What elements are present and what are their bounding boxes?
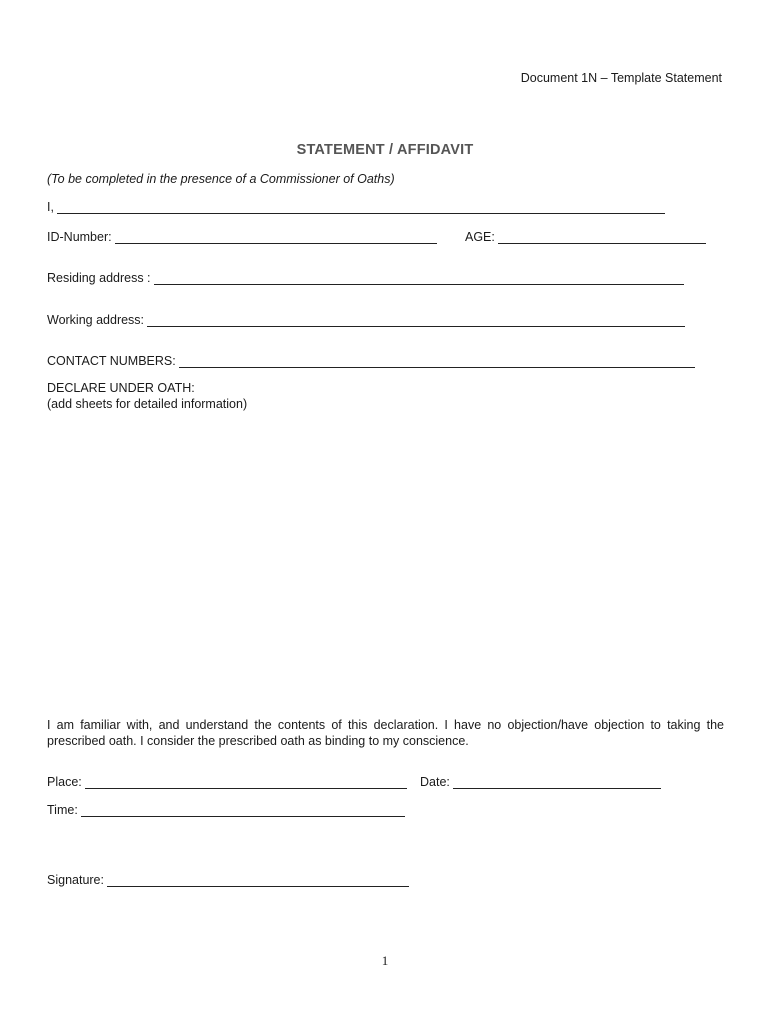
residing-address-label: Residing address : (47, 271, 151, 285)
declare-note: (add sheets for detailed information) (47, 397, 248, 411)
date-row (420, 773, 661, 789)
name-field[interactable] (57, 200, 665, 214)
declare-heading: DECLARE UNDER OATH: (47, 381, 195, 395)
contact-numbers-label: CONTACT NUMBERS: (47, 354, 176, 368)
time-label: Time: (47, 803, 78, 817)
signature-label: Signature: (47, 873, 104, 887)
place-label: Place: (47, 775, 82, 789)
working-address-row (47, 311, 685, 327)
id-row (47, 228, 437, 244)
time-field[interactable] (81, 803, 405, 817)
contact-numbers-row (47, 352, 695, 368)
working-address-field[interactable] (147, 313, 685, 327)
id-number-field[interactable] (115, 230, 437, 244)
id-number-label: ID-Number: (47, 230, 112, 244)
signature-row (47, 871, 409, 887)
name-label: I, (47, 200, 54, 214)
name-row (47, 198, 665, 214)
residing-address-row (47, 269, 684, 285)
date-label: Date: (420, 775, 450, 789)
declaration-statement: I am familiar with, and understand the contents of this declaration. I have no objection/have objection to taking the prescribed oath. I consider the prescribed oath as binding to my conscience. (47, 718, 724, 748)
age-row (465, 228, 706, 244)
age-field[interactable] (498, 230, 706, 244)
place-field[interactable] (85, 775, 407, 789)
place-row (47, 773, 407, 789)
signature-field[interactable] (107, 873, 409, 887)
time-row (47, 801, 405, 817)
page-title: STATEMENT / AFFIDAVIT (296, 142, 474, 158)
age-label: AGE: (465, 230, 495, 244)
document-reference: Document 1N – Template Statement (520, 71, 722, 85)
residing-address-field[interactable] (154, 271, 684, 285)
working-address-label: Working address: (47, 313, 145, 327)
page-number: 1 (381, 953, 389, 968)
date-field[interactable] (453, 775, 661, 789)
contact-numbers-field[interactable] (179, 354, 695, 368)
page-subtitle: (To be completed in the presence of a Commissioner of Oaths) (47, 172, 395, 186)
